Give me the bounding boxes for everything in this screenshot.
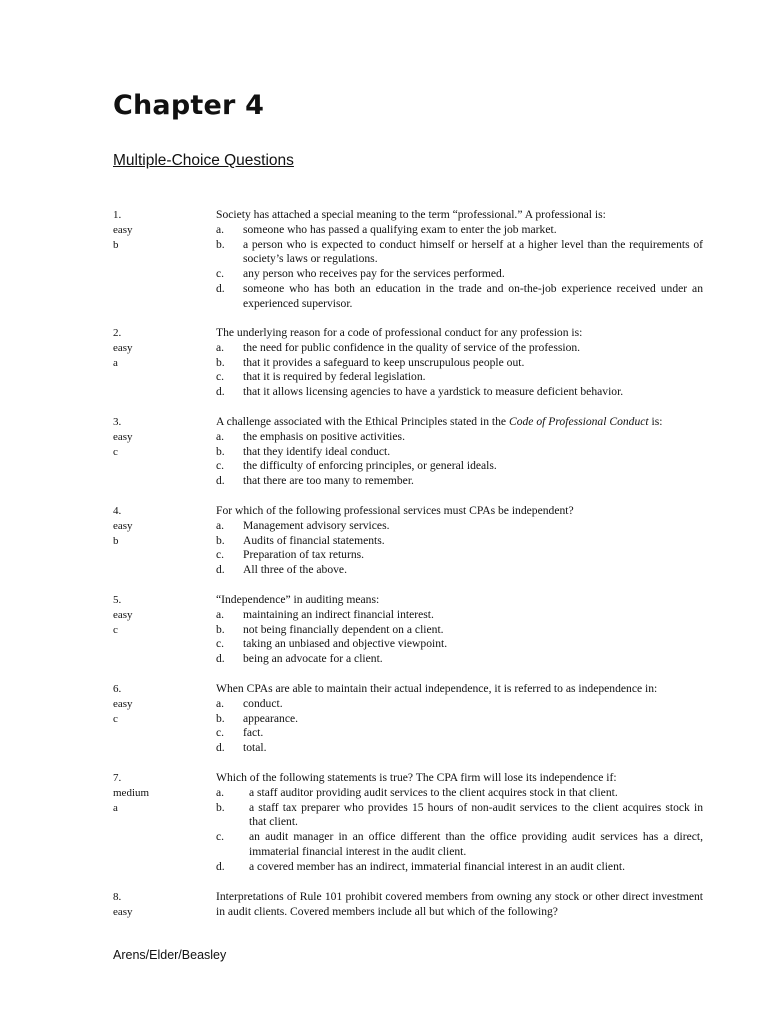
- question-body: [216, 504, 703, 578]
- option-text: the need for public confidence in the quality of service of the profession.: [243, 340, 581, 354]
- option-text: being an advocate for a client.: [243, 652, 383, 666]
- option-text: appearance.: [243, 711, 299, 725]
- option-d: [216, 741, 703, 756]
- question-number: 3.: [113, 416, 122, 428]
- option-text: All three of the above.: [243, 563, 347, 577]
- question-stem: “Independence” in auditing means:: [216, 593, 380, 606]
- option-letter: d.: [216, 474, 225, 488]
- question-difficulty: easy: [113, 905, 133, 918]
- question-number: 1.: [113, 209, 122, 221]
- option-a: [216, 519, 703, 534]
- question-answer: c: [113, 712, 118, 725]
- question-number: 7.: [113, 772, 122, 784]
- stem-italic-title: Code of Professional Conduct: [508, 415, 649, 428]
- question-body: [216, 890, 703, 920]
- option-letter: d.: [216, 385, 225, 399]
- question-stem: Interpretations of Rule 101 prohibit covered members from owning any stock or other direct investment in audit clients. Covered members include all but which of the following?: [216, 890, 703, 918]
- option-text: not being financially dependent on a client.: [243, 622, 444, 636]
- option-text: fact.: [243, 726, 264, 740]
- option-b: [216, 712, 703, 727]
- option-text: conduct.: [243, 696, 283, 710]
- option-a: [216, 223, 703, 238]
- option-letter: c.: [216, 637, 225, 651]
- question-number: 5.: [113, 594, 122, 606]
- question-difficulty: easy: [113, 430, 133, 443]
- option-text: Management advisory services.: [243, 518, 390, 532]
- option-text: a person who is expected to conduct himself or herself at a higher level than the requirements of society’s laws or regulations.: [243, 237, 703, 266]
- question-number: 6.: [113, 683, 122, 695]
- option-letter: c.: [216, 459, 225, 473]
- question-answer: c: [113, 623, 118, 636]
- option-letter: c.: [216, 370, 225, 384]
- option-letter: b.: [216, 622, 225, 636]
- option-c: [216, 726, 703, 741]
- option-c: [216, 370, 703, 385]
- question-meta: [113, 326, 208, 370]
- option-text: that it provides a safeguard to keep unscrupulous people out.: [243, 355, 525, 369]
- option-c: [216, 459, 703, 474]
- option-letter: d.: [216, 859, 225, 873]
- option-letter: a.: [216, 222, 225, 236]
- option-letter: a.: [216, 696, 225, 710]
- option-text: Audits of financial statements.: [243, 533, 385, 547]
- option-b: [216, 534, 703, 549]
- question-stem: When CPAs are able to maintain their actual independence, it is referred to as independence in:: [216, 682, 658, 695]
- option-letter: a.: [216, 429, 225, 443]
- option-letter: b.: [216, 533, 225, 547]
- question-number: 2.: [113, 327, 122, 339]
- option-d: [216, 282, 703, 312]
- option-text: a staff auditor providing audit services to the client acquires stock in that client.: [249, 785, 618, 799]
- question-meta: [113, 593, 208, 637]
- question-difficulty: easy: [113, 223, 133, 236]
- question-stem: For which of the following professional services must CPAs be independent?: [216, 504, 574, 517]
- option-text: a staff tax preparer who provides 15 hours of non-audit services to the client acquires stock in that client.: [249, 800, 703, 829]
- option-a: [216, 341, 703, 356]
- option-c: [216, 267, 703, 282]
- option-letter: c.: [216, 830, 225, 844]
- question-meta: [113, 890, 208, 920]
- option-letter: b.: [216, 800, 225, 814]
- question-body: [216, 771, 703, 875]
- option-b: [216, 801, 703, 831]
- option-letter: b.: [216, 355, 225, 369]
- option-letter: c.: [216, 548, 225, 562]
- question-meta: [113, 504, 208, 548]
- option-text: any person who receives pay for the services performed.: [243, 267, 505, 281]
- question-answer: c: [113, 445, 118, 458]
- option-letter: c.: [216, 726, 225, 740]
- section-title: Multiple-Choice Questions: [113, 152, 294, 169]
- option-letter: b.: [216, 444, 225, 458]
- question-number: 4.: [113, 505, 122, 517]
- option-b: [216, 356, 703, 371]
- option-letter: a.: [216, 607, 225, 621]
- question-answer: b: [113, 238, 119, 251]
- question-difficulty: easy: [113, 341, 133, 354]
- option-text: someone who has passed a qualifying exam to enter the job market.: [243, 222, 557, 236]
- question-meta: [113, 771, 208, 815]
- option-letter: b.: [216, 711, 225, 725]
- option-text: that they identify ideal conduct.: [243, 444, 391, 458]
- option-letter: a.: [216, 518, 225, 532]
- option-c: [216, 637, 703, 652]
- option-b: [216, 238, 703, 268]
- chapter-title: Chapter 4: [113, 90, 265, 121]
- option-d: [216, 385, 703, 400]
- option-text: taking an unbiased and objective viewpoint.: [243, 637, 448, 651]
- question-meta: [113, 682, 208, 726]
- question-difficulty: easy: [113, 519, 133, 532]
- question-answer: a: [113, 356, 118, 369]
- option-d: [216, 474, 703, 489]
- option-text: total.: [243, 741, 267, 755]
- option-text: the emphasis on positive activities.: [243, 429, 405, 443]
- option-text: maintaining an indirect financial interest.: [243, 607, 434, 621]
- question-body: [216, 593, 703, 667]
- question-meta: [113, 208, 208, 252]
- option-a: [216, 430, 703, 445]
- option-d: [216, 860, 703, 875]
- option-letter: d.: [216, 741, 225, 755]
- question-difficulty: easy: [113, 697, 133, 710]
- question-stem: [216, 415, 703, 430]
- option-d: [216, 652, 703, 667]
- option-text: that there are too many to remember.: [243, 474, 414, 488]
- stem-text: A challenge associated with the Ethical Principles stated in the: [216, 415, 509, 428]
- option-letter: d.: [216, 563, 225, 577]
- option-text: that it allows licensing agencies to have a yardstick to measure deficient behavior.: [243, 385, 624, 399]
- option-b: [216, 623, 703, 638]
- option-letter: a.: [216, 340, 225, 354]
- option-text: someone who has both an education in the trade and on-the-job experience received under an experienced supervisor.: [243, 281, 703, 310]
- option-a: [216, 608, 703, 623]
- option-letter: a.: [216, 785, 225, 799]
- option-text: the difficulty of enforcing principles, or general ideals.: [243, 459, 497, 473]
- question-difficulty: easy: [113, 608, 133, 621]
- question-answer: a: [113, 801, 118, 814]
- question-body: [216, 208, 703, 312]
- question-stem: The underlying reason for a code of professional conduct for any profession is:: [216, 326, 583, 339]
- option-c: [216, 548, 703, 563]
- option-a: [216, 697, 703, 712]
- option-d: [216, 563, 703, 578]
- option-text: Preparation of tax returns.: [243, 548, 365, 562]
- question-body: [216, 682, 703, 756]
- option-c: [216, 830, 703, 860]
- option-letter: c.: [216, 267, 225, 281]
- stem-text: is:: [648, 415, 663, 428]
- question-difficulty: medium: [113, 786, 150, 799]
- option-letter: b.: [216, 237, 225, 251]
- question-number: 8.: [113, 891, 122, 903]
- question-answer: b: [113, 534, 119, 547]
- footer-authors: Arens/Elder/Beasley: [113, 948, 227, 962]
- question-body: [216, 326, 703, 400]
- option-text: a covered member has an indirect, immaterial financial interest in an audit client.: [249, 859, 625, 873]
- option-a: [216, 786, 703, 801]
- question-body: [216, 415, 703, 489]
- question-meta: [113, 415, 208, 459]
- option-text: an audit manager in an office different than the office providing audit services has a direct, immaterial financial interest in the audit client.: [249, 830, 703, 858]
- option-text: that it is required by federal legislation.: [243, 370, 426, 384]
- option-b: [216, 445, 703, 460]
- question-stem: Which of the following statements is true? The CPA firm will lose its independence if:: [216, 771, 617, 784]
- option-letter: d.: [216, 281, 225, 295]
- option-letter: d.: [216, 652, 225, 666]
- question-stem: Society has attached a special meaning to the term “professional.” A professional is:: [216, 208, 606, 221]
